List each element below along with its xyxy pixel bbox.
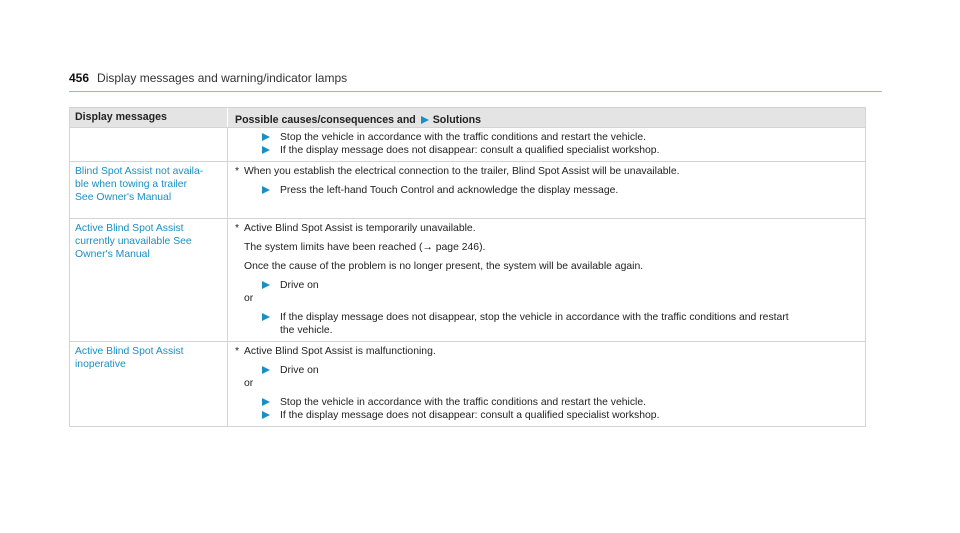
step-text: the vehicle.	[280, 325, 333, 336]
solution-step	[235, 409, 859, 422]
step-text: If the display message does not disappear: consult a qualified specialist workshop.	[280, 145, 660, 156]
cause-label: Active Blind Spot Assist is temporarily unavailable.	[244, 223, 476, 234]
step-arrow-icon	[262, 366, 270, 374]
cause-asterisk: *	[235, 166, 240, 177]
message-line: currently unavailable See	[75, 236, 192, 247]
step-arrow-icon	[262, 133, 270, 141]
message-line: Active Blind Spot Assist	[75, 346, 184, 357]
message-line: Active Blind Spot Assist	[75, 223, 184, 234]
message-cell-empty	[70, 128, 228, 161]
step-text: Drive on	[280, 365, 319, 376]
or-separator: or	[244, 293, 254, 304]
display-message-blind-spot-inoperative	[70, 342, 228, 426]
message-line: Blind Spot Assist not availa-	[75, 166, 204, 177]
table-row	[70, 341, 865, 426]
note-label: The system limits have been reached (	[244, 242, 423, 253]
cause-text	[235, 165, 859, 178]
message-line: inoperative	[75, 359, 126, 370]
step-text: Stop the vehicle in accordance with the traffic conditions and restart the vehicle.	[280, 397, 646, 408]
step-arrow-icon	[262, 146, 270, 154]
column-header-messages: Display messages	[70, 108, 228, 127]
step-arrow-icon	[262, 281, 270, 289]
cause-text	[235, 345, 859, 358]
solution-cell	[228, 162, 865, 218]
display-message-blind-spot-trailer	[70, 162, 228, 218]
solution-step	[235, 144, 859, 157]
page-header-title: Display messages and warning/indicator lamps	[97, 71, 348, 85]
step-arrow-icon	[262, 313, 270, 321]
step-text: If the display message does not disappear: consult a qualified specialist workshop.	[280, 410, 660, 421]
step-arrow-icon	[262, 186, 270, 194]
display-message-blind-spot-unavailable	[70, 219, 228, 341]
cause-text	[235, 222, 859, 235]
solution-step	[235, 184, 859, 197]
step-text: If the display message does not disappear, stop the vehicle in accordance with the traffic conditions and restart	[280, 312, 789, 323]
page-header	[69, 71, 882, 92]
cause-asterisk: *	[235, 223, 240, 234]
step-arrow-icon	[262, 398, 270, 406]
solution-cell	[228, 128, 865, 161]
page-number: 456	[69, 71, 90, 85]
solution-step	[235, 131, 859, 144]
table-row	[70, 127, 865, 161]
solution-step	[235, 311, 859, 337]
solution-step	[235, 279, 859, 292]
step-text: Stop the vehicle in accordance with the traffic conditions and restart the vehicle.	[280, 132, 646, 143]
solution-cell	[228, 219, 865, 341]
step-text: Drive on	[280, 280, 319, 291]
table-row	[70, 161, 865, 218]
note-text	[235, 241, 859, 254]
message-line: See Owner's Manual	[75, 192, 172, 203]
cause-label: Active Blind Spot Assist is malfunctioning.	[244, 346, 436, 357]
step-text: Press the left-hand Touch Control and acknowledge the display message.	[280, 185, 619, 196]
or-separator: or	[244, 378, 254, 389]
column-header-causes	[228, 108, 865, 127]
display-messages-table	[69, 107, 866, 427]
step-arrow-icon	[262, 411, 270, 419]
solution-arrow-icon	[421, 116, 429, 124]
solution-cell	[228, 342, 865, 426]
solution-step	[235, 364, 859, 377]
message-line: ble when towing a trailer	[75, 179, 188, 190]
column-header-causes-label: Possible causes/consequences and	[235, 114, 416, 126]
page-ref-arrow-icon: →	[422, 242, 433, 253]
table-header	[70, 108, 865, 127]
column-header-solutions-label: Solutions	[432, 114, 481, 126]
solution-step	[235, 396, 859, 409]
cause-asterisk: *	[235, 346, 240, 357]
message-line: Owner's Manual	[75, 249, 150, 260]
cause-label: When you establish the electrical connection to the trailer, Blind Spot Assist will be unavailable.	[244, 166, 680, 177]
table-row	[70, 218, 865, 341]
page-reference-link[interactable]: page 246).	[435, 242, 486, 253]
note-text: Once the cause of the problem is no longer present, the system will be available again.	[244, 261, 644, 272]
